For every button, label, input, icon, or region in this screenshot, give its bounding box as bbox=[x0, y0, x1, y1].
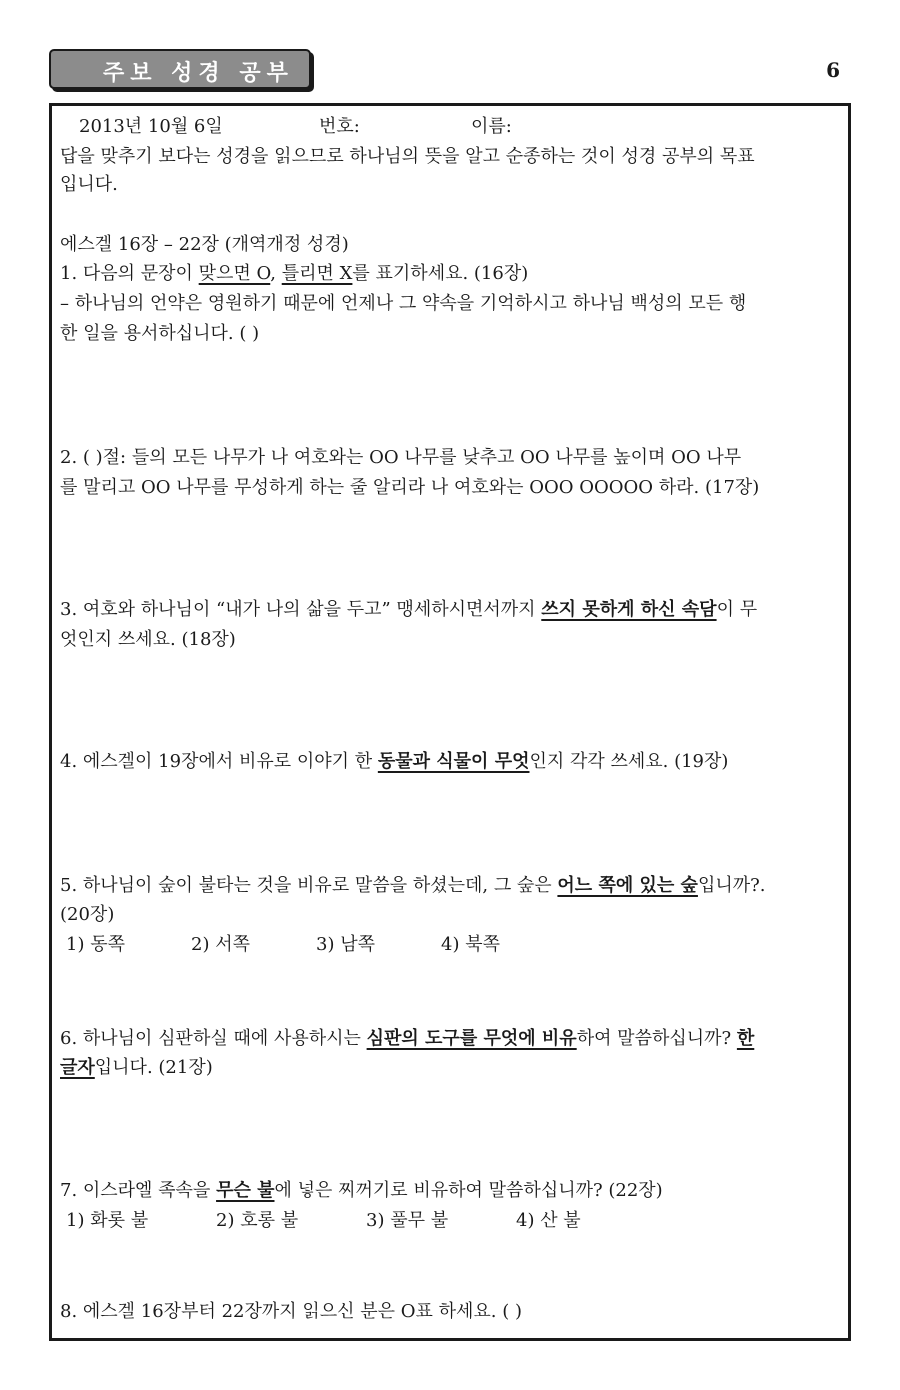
q5-option-2: 2) 서쪽 bbox=[191, 934, 250, 955]
q7-options bbox=[66, 1209, 641, 1233]
q4-suffix: 인지 각각 쓰세요. (19장) bbox=[529, 751, 729, 772]
q1-statement-line-1: – 하나님의 언약은 영원하기 때문에 언제나 그 약속을 기억하시고 하나님 백성의 모든 행 bbox=[60, 293, 747, 314]
q5-options bbox=[66, 933, 566, 957]
question-5 bbox=[60, 874, 765, 898]
q5-prefix: 5. 하나님이 숲이 불타는 것을 비유로 말씀을 하셨는데, 그 숲은 bbox=[60, 875, 558, 896]
worksheet-frame bbox=[49, 103, 851, 1341]
q7-suffix: 에 넣은 찌꺼기로 비유하여 말씀하십니까? (22장) bbox=[274, 1180, 663, 1201]
question-7 bbox=[60, 1179, 663, 1203]
section-title: 주보 성경 공부 bbox=[103, 61, 294, 86]
question-2-line-1: 2. ( )절: 들의 모든 나무가 나 여호와는 OO 나무를 낮추고 OO 나무를 높이며 OO 나무 bbox=[60, 447, 742, 468]
page-number: 6 bbox=[826, 58, 840, 82]
q6-line2-suffix: 입니다. (21장) bbox=[94, 1057, 213, 1078]
q3-suffix: 이 무 bbox=[716, 599, 758, 620]
q1-mid: , bbox=[270, 263, 282, 284]
question-4 bbox=[60, 750, 728, 774]
q3-prefix: 3. 여호와 하나님이 “내가 나의 삶을 두고” 맹세하시면서까지 bbox=[60, 599, 542, 620]
question-3 bbox=[60, 598, 757, 622]
question-5-line-2: (20장) bbox=[60, 904, 115, 925]
q1-suffix: 를 표기하세요. (16장) bbox=[352, 263, 529, 284]
q6-underline-tool: 심판의 도구를 무엇에 비유 bbox=[366, 1028, 577, 1049]
q1-prefix: 1. 다음의 문장이 bbox=[60, 263, 199, 284]
q7-option-4: 4) 산 불 bbox=[516, 1210, 581, 1231]
question-8: 8. 에스겔 16장부터 22장까지 읽으신 분은 O표 하세요. ( ) bbox=[60, 1301, 522, 1322]
intro-line-2: 입니다. bbox=[60, 174, 118, 195]
q7-prefix: 7. 이스라엘 족속을 bbox=[60, 1180, 217, 1201]
question-1 bbox=[60, 262, 528, 286]
q1-underline-x: 틀리면 X bbox=[281, 263, 353, 284]
q1-underline-o: 맞으면 O bbox=[198, 263, 271, 284]
number-label: 번호: bbox=[319, 116, 360, 137]
q7-option-1: 1) 화롯 불 bbox=[66, 1210, 149, 1231]
q4-underline: 동물과 식물이 무엇 bbox=[377, 751, 530, 772]
q7-option-2: 2) 호롱 불 bbox=[216, 1210, 299, 1231]
section-title-box bbox=[49, 49, 311, 89]
q5-option-1: 1) 동쪽 bbox=[66, 934, 125, 955]
q5-option-3: 3) 남쪽 bbox=[316, 934, 375, 955]
scope-line: 에스겔 16장 – 22장 (개역개정 성경) bbox=[60, 234, 349, 255]
name-label: 이름: bbox=[471, 116, 512, 137]
q6-mid: 하여 말씀하십니까? bbox=[576, 1028, 737, 1049]
question-6-line-2 bbox=[60, 1056, 213, 1080]
q1-statement-line-2: 한 일을 용서하십니다. ( ) bbox=[60, 323, 260, 344]
q7-option-3: 3) 풀무 불 bbox=[366, 1210, 449, 1231]
q4-prefix: 4. 에스겔이 19장에서 비유로 이야기 한 bbox=[60, 751, 378, 772]
q7-underline: 무슨 불 bbox=[216, 1180, 275, 1201]
q5-underline: 어느 쪽에 있는 숲 bbox=[557, 875, 698, 896]
question-6 bbox=[60, 1027, 754, 1051]
intro-line-1: 답을 맞추기 보다는 성경을 읽으므로 하나님의 뜻을 알고 순종하는 것이 성경 공부의 목표 bbox=[60, 146, 755, 167]
date-text: 2013년 10월 6일 bbox=[79, 116, 223, 137]
question-3-line-2: 엇인지 쓰세요. (18장) bbox=[60, 629, 236, 650]
q5-option-4: 4) 북쪽 bbox=[441, 934, 500, 955]
q5-suffix: 입니까?. bbox=[697, 875, 766, 896]
info-line bbox=[79, 115, 512, 139]
q6-prefix: 6. 하나님이 심판하실 때에 사용하시는 bbox=[60, 1028, 367, 1049]
q6-underline-letter: 글자 bbox=[60, 1057, 95, 1078]
q6-underline-one: 한 bbox=[736, 1028, 755, 1049]
q3-underline: 쓰지 못하게 하신 속담 bbox=[541, 599, 717, 620]
question-2-line-2: 를 말리고 OO 나무를 무성하게 하는 줄 알리라 나 여호와는 OOO OOOOO 하라. (17장) bbox=[60, 477, 760, 498]
